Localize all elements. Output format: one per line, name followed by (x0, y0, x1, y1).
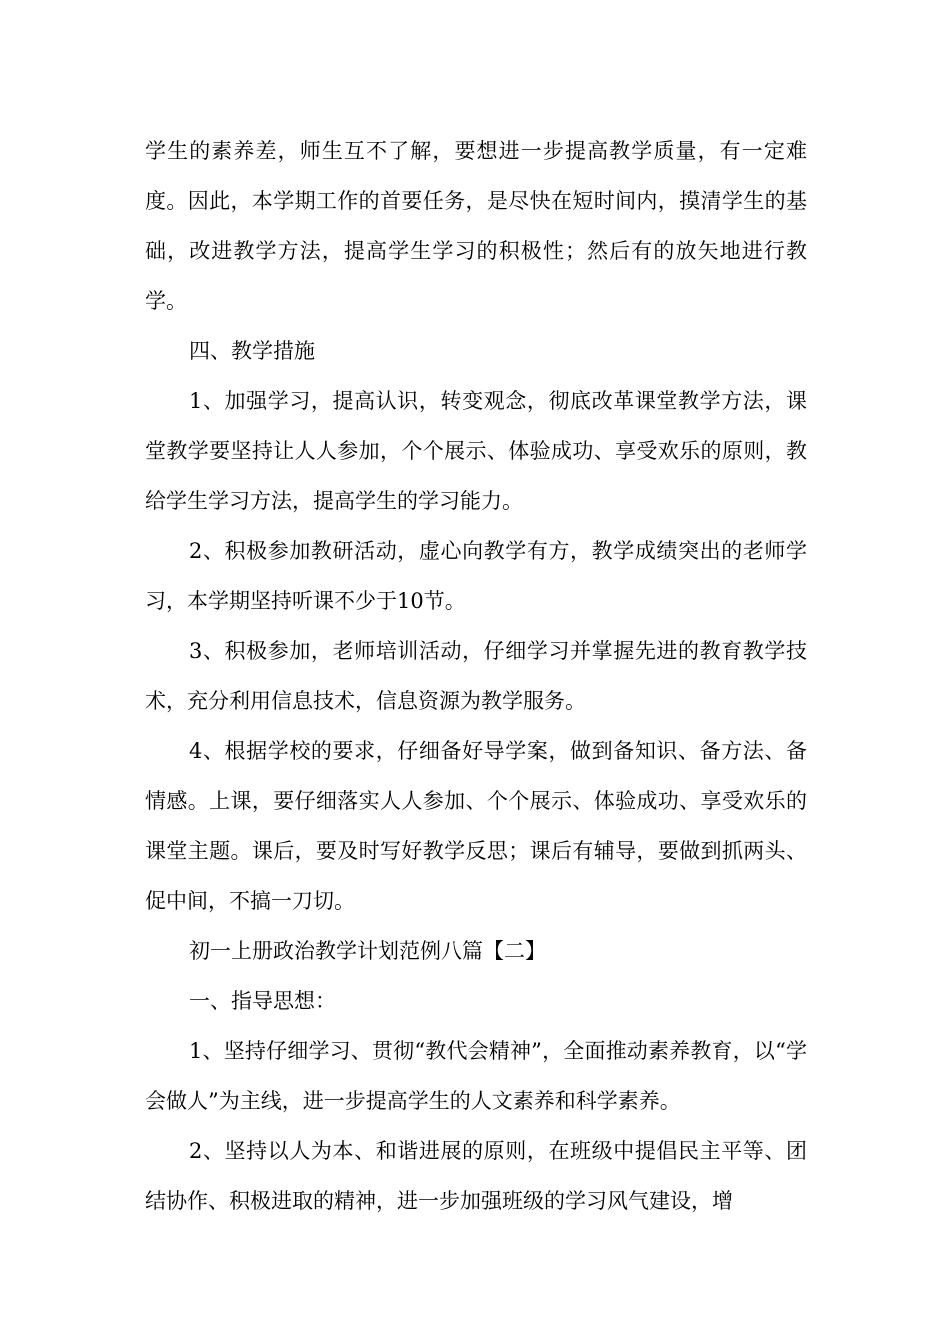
paragraph-measure-3: 3、积极参加，老师培训活动，仔细学习并掌握先进的教育教学技术，充分利用信息技术，信息资源为教学服务。 (145, 639, 807, 713)
section-heading-teaching-measures: 四、教学措施 (189, 339, 315, 363)
paragraph-measure-1: 1、加强学习，提高认识，转变观念，彻底改革课堂教学方法，课堂教学要坚持让人人参加，个个展示、体验成功、享受欢乐的原则，教给学生学习方法，提高学生的学习能力。 (145, 389, 807, 513)
paragraph-guiding-2: 2、坚持以人为本、和谐进展的原则，在班级中提倡民主平等、团结协作、积极进取的精神，进一步加强班级的学习风气建设，增 (145, 1139, 807, 1213)
article-subtitle: 初一上册政治教学计划范例八篇【二】 (189, 939, 546, 963)
paragraph-measure-4: 4、根据学校的要求，仔细备好导学案，做到备知识、备方法、备情感。上课，要仔细落实人人参加、个个展示、体验成功、享受欢乐的课堂主题。课后，要及时写好教学反思；课后有辅导，要做到抓两头、促中间，不搞一刀切。 (145, 739, 807, 913)
paragraph-intro-continuation: 学生的素养差，师生互不了解，要想进一步提高教学质量，有一定难度。因此，本学期工作的首要任务，是尽快在短时间内，摸清学生的基础，改进教学方法，提高学生学习的积极性；然后有的放矢地进行教学。 (145, 139, 807, 313)
section-heading-guiding-thought: 一、指导思想： (189, 989, 336, 1013)
paragraph-measure-2: 2、积极参加教研活动，虚心向教学有方，教学成绩突出的老师学习，本学期坚持听课不少于10节。 (145, 539, 807, 613)
document-body (145, 126, 807, 1226)
paragraph-guiding-1: 1、坚持仔细学习、贯彻“教代会精神”，全面推动素养教育，以“学会做人”为主线，进一步提高学生的人文素养和科学素养。 (145, 1039, 807, 1113)
